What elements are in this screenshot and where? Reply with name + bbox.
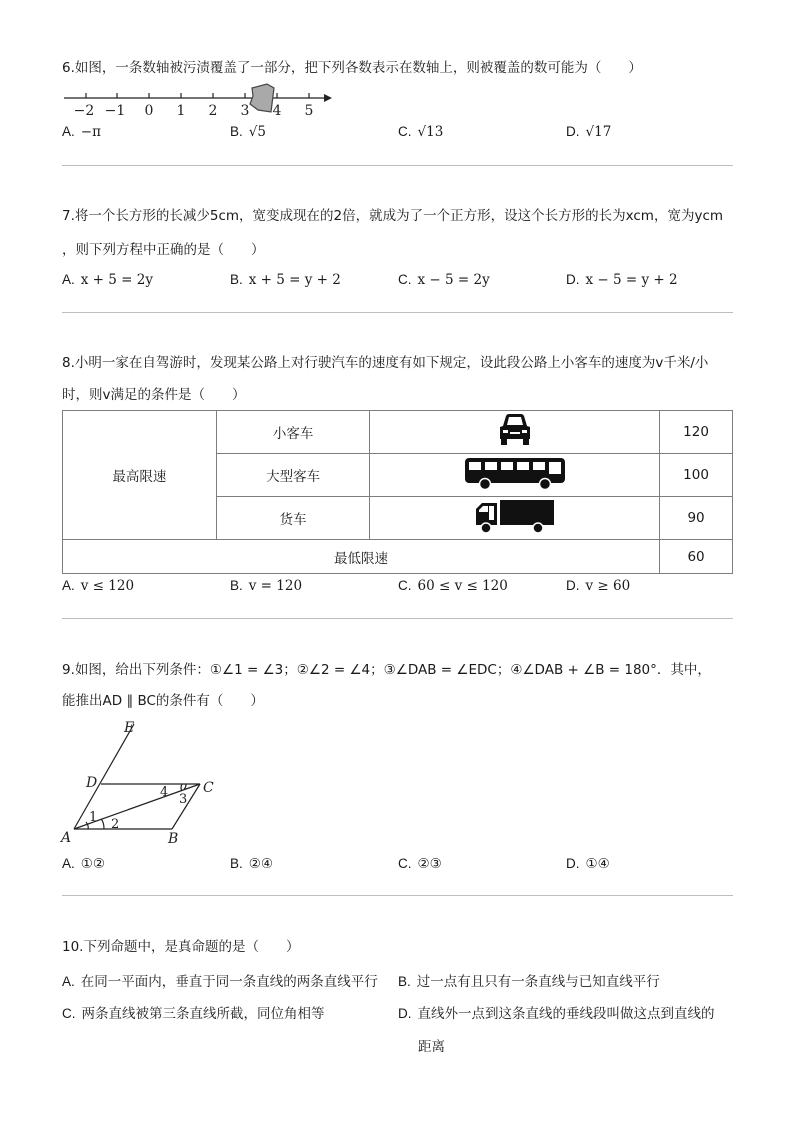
option-a[interactable]: A. x + 5 = 2y: [62, 272, 153, 288]
option-d[interactable]: D. v ≥ 60: [566, 578, 631, 594]
divider: [62, 312, 733, 313]
angle-label-3: 3: [179, 792, 188, 807]
question-8-stem-line2: 时，则v满足的条件是（ ）: [62, 387, 246, 403]
tick-label: 0: [144, 103, 154, 119]
option-c[interactable]: C. x − 5 = 2y: [398, 272, 490, 288]
divider: [62, 895, 733, 896]
angle-arc: [101, 819, 104, 829]
angle-label-1: 1: [89, 810, 98, 825]
tick-label: 3: [240, 103, 250, 119]
option-b[interactable]: B. √5: [230, 124, 266, 140]
number-line-arrow: [324, 94, 332, 102]
table-row: [63, 411, 733, 454]
bus-icon: [463, 454, 567, 492]
table-row: [63, 540, 733, 574]
speed-value: 100: [660, 454, 733, 497]
option-d[interactable]: D. 直线外一点到这条直线的垂线段叫做这点到直线的: [398, 1006, 715, 1022]
option-b[interactable]: B. x + 5 = y + 2: [230, 272, 341, 288]
option-a[interactable]: A. −π: [62, 124, 101, 140]
point-label-a: A: [61, 830, 72, 846]
max-speed-label: 最高限速: [63, 411, 217, 540]
option-c[interactable]: C. √13: [398, 124, 444, 140]
angle-arc: [184, 784, 186, 789]
option-d[interactable]: D. ①④: [566, 856, 610, 872]
tick-label: 4: [272, 103, 282, 119]
point-label-d: D: [86, 775, 98, 791]
vehicle-icon-cell: [370, 497, 660, 540]
min-speed-label: 最低限速: [63, 540, 660, 574]
vehicle-name: 货车: [216, 497, 370, 540]
divider: [62, 165, 733, 166]
question-7-stem-line1: 7.将一个长方形的长减少5cm，宽变成现在的2倍，就成为了一个正方形，设这个长方形的长为xcm，宽为ycm: [62, 208, 724, 224]
number-line-ticks: [86, 93, 309, 98]
truck-icon: [474, 497, 556, 535]
tick-label: −2: [73, 103, 95, 119]
question-7-stem-line2: ，则下列方程中正确的是（ ）: [62, 242, 265, 258]
option-b[interactable]: B. ②④: [230, 856, 273, 872]
option-c[interactable]: C. 60 ≤ v ≤ 120: [398, 578, 508, 594]
point-label-c: C: [203, 780, 214, 796]
tick-label: 2: [208, 103, 218, 119]
tick-label: −1: [104, 103, 126, 119]
car-icon: [495, 411, 535, 449]
option-b[interactable]: B. 过一点有且只有一条直线与已知直线平行: [398, 974, 660, 990]
angle-arc: [181, 784, 182, 791]
option-d[interactable]: D. x − 5 = y + 2: [566, 272, 678, 288]
option-c[interactable]: C. 两条直线被第三条直线所截，同位角相等: [62, 1006, 325, 1022]
vehicle-icon-cell: [370, 411, 660, 454]
option-a[interactable]: A. ①②: [62, 856, 105, 872]
speed-limit-table: [62, 410, 733, 574]
angle-arc: [86, 822, 88, 829]
ink-stain-icon: [250, 84, 274, 112]
speed-value: 120: [660, 411, 733, 454]
divider: [62, 618, 733, 619]
point-label-b: B: [168, 831, 179, 846]
option-d-continued: 距离: [418, 1039, 445, 1055]
question-9-stem-line2: 能推出AD ∥ BC的条件有（ ）: [62, 693, 264, 709]
option-d[interactable]: D. √17: [566, 124, 612, 140]
question-10-stem: 10.下列命题中，是真命题的是（ ）: [62, 939, 300, 955]
line-ae: [74, 724, 134, 829]
vehicle-name: 大型客车: [216, 454, 370, 497]
speed-value: 90: [660, 497, 733, 540]
number-line-figure: [62, 82, 352, 122]
question-8-stem-line1: 8.小明一家在自驾游时，发现某公路上对行驶汽车的速度有如下规定，设此段公路上小客车的速度为v千米/小: [62, 355, 709, 371]
point-label-e: E: [124, 720, 135, 736]
tick-label: 5: [304, 103, 314, 119]
option-a[interactable]: A. 在同一平面内，垂直于同一条直线的两条直线平行: [62, 974, 378, 990]
tick-label: 1: [176, 103, 186, 119]
vehicle-icon-cell: [370, 454, 660, 497]
option-a[interactable]: A. v ≤ 120: [62, 578, 135, 594]
vehicle-name: 小客车: [216, 411, 370, 454]
angle-label-4: 4: [160, 785, 169, 800]
angle-label-2: 2: [111, 817, 120, 832]
question-6-stem: 6.如图，一条数轴被污渍覆盖了一部分，把下列各数表示在数轴上，则被覆盖的数可能为（ ）: [62, 60, 642, 76]
option-c[interactable]: C. ②③: [398, 856, 442, 872]
speed-value: 60: [660, 540, 733, 574]
option-b[interactable]: B. v = 120: [230, 578, 303, 594]
question-9-stem-line1: 9.如图，给出下列条件：①∠1 = ∠3；②∠2 = ∠4；③∠DAB = ∠EDC；④∠DAB + ∠B = 180°．其中，: [62, 662, 711, 678]
parallelogram-figure: [58, 716, 228, 846]
